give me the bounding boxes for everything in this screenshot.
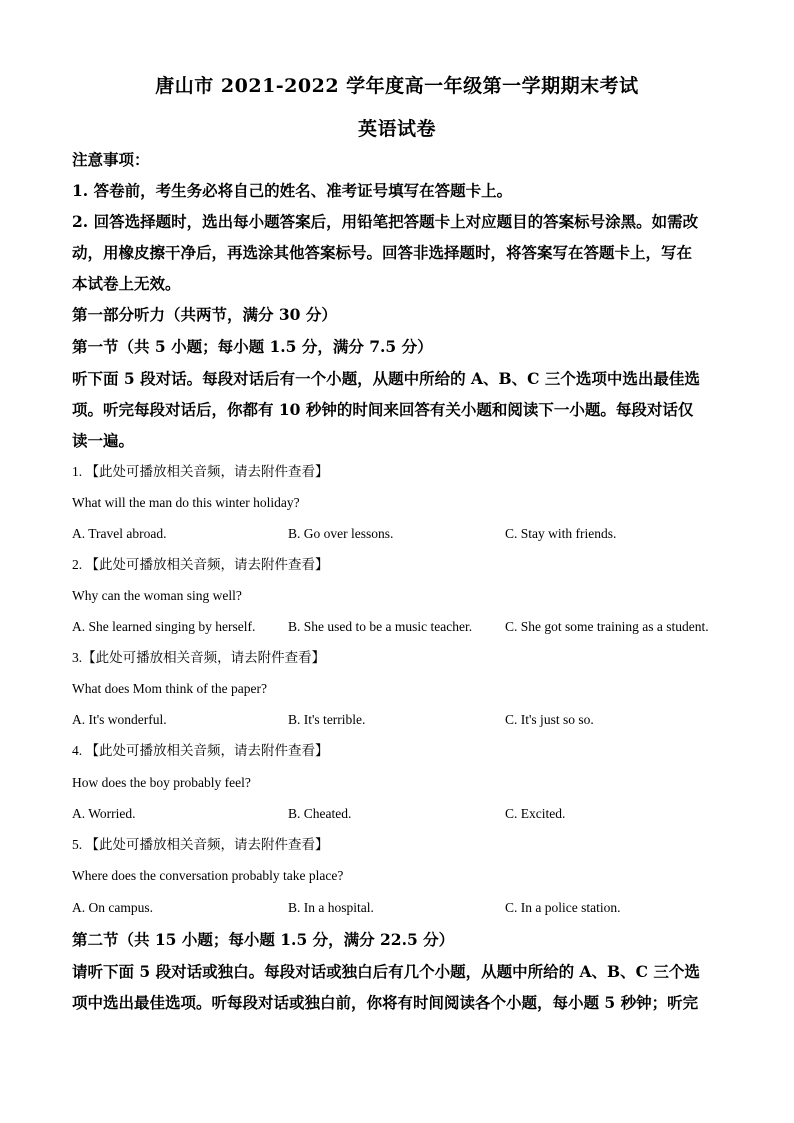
question-4-audio-link[interactable]: 4. 【此处可播放相关音频，请去附件查看】 [72,743,329,758]
section2-instructions-line-2: 项中选出最佳选项。听每段对话或独白前，你将有时间阅读各个小题，每小题 5 秒钟；听完 [72,993,699,1012]
notes-item-1: 1. 答卷前，考生务必将自己的姓名、准考证号填写在答题卡上。 [72,181,513,200]
question-5-option-b: B. In a hospital. [288,900,374,915]
question-3-text: What does Mom think of the paper? [72,681,267,696]
question-3-option-a: A. It's wonderful. [72,712,167,727]
page-title: 唐山市 2021-2022 学年度高一年级第一学期期末考试 [155,75,639,97]
notes-item-2-line-1: 2. 回答选择题时，选出每小题答案后，用铅笔把答题卡上对应题目的答案标号涂黑。如需改 [72,212,699,231]
question-2-option-a: A. She learned singing by herself. [72,619,256,634]
question-2-audio-link[interactable]: 2. 【此处可播放相关音频，请去附件查看】 [72,557,329,572]
question-1-option-c: C. Stay with friends. [505,526,617,541]
notes-item-2-line-3: 本试卷上无效。 [72,274,181,293]
question-1-option-b: B. Go over lessons. [288,526,394,541]
section1-instructions-line-1: 听下面 5 段对话。每段对话后有一个小题，从题中所给的 A、B、C 三个选项中选出最佳选 [72,369,700,388]
section2-instructions-line-1: 请听下面 5 段对话或独白。每段对话或独白后有几个小题，从题中所给的 A、B、C 三个选 [72,962,700,981]
section1-instructions-line-2: 项。听完每段对话后，你都有 10 秒钟的时间来回答有关小题和阅读下一小题。每段对话仅 [72,400,694,419]
question-4-text: How does the boy probably feel? [72,775,251,790]
question-2-option-c: C. She got some training as a student. [505,619,709,634]
question-5-option-a: A. On campus. [72,900,153,915]
question-5-option-c: C. In a police station. [505,900,621,915]
question-1-option-a: A. Travel abroad. [72,526,167,541]
question-1-text: What will the man do this winter holiday? [72,495,300,510]
question-2-option-b: B. She used to be a music teacher. [288,619,473,634]
page-subtitle: 英语试卷 [357,118,436,140]
question-1-audio-link[interactable]: 1. 【此处可播放相关音频，请去附件查看】 [72,464,329,479]
section1-heading: 第一节（共 5 小题；每小题 1.5 分，满分 7.5 分） [72,337,433,356]
notes-heading: 注意事项： [72,150,150,169]
question-3-option-b: B. It's terrible. [288,712,366,727]
question-3-option-c: C. It's just so so. [505,712,594,727]
question-5-audio-link[interactable]: 5. 【此处可播放相关音频，请去附件查看】 [72,837,329,852]
section2-heading: 第二节（共 15 小题；每小题 1.5 分，满分 22.5 分） [72,930,455,949]
question-5-text: Where does the conversation probably take place? [72,868,344,883]
question-4-option-a: A. Worried. [72,806,136,821]
notes-item-2-line-2: 动，用橡皮擦干净后，再选涂其他答案标号。回答非选择题时，将答案写在答题卡上，写在 [72,243,693,262]
question-4-option-b: B. Cheated. [288,806,352,821]
question-3-audio-link[interactable]: 3.【此处可播放相关音频，请去附件查看】 [72,650,326,665]
part1-heading: 第一部分听力（共两节，满分 30 分） [72,305,337,324]
question-2-text: Why can the woman sing well? [72,588,242,603]
question-4-option-c: C. Excited. [505,806,566,821]
section1-instructions-line-3: 读一遍。 [72,431,135,450]
